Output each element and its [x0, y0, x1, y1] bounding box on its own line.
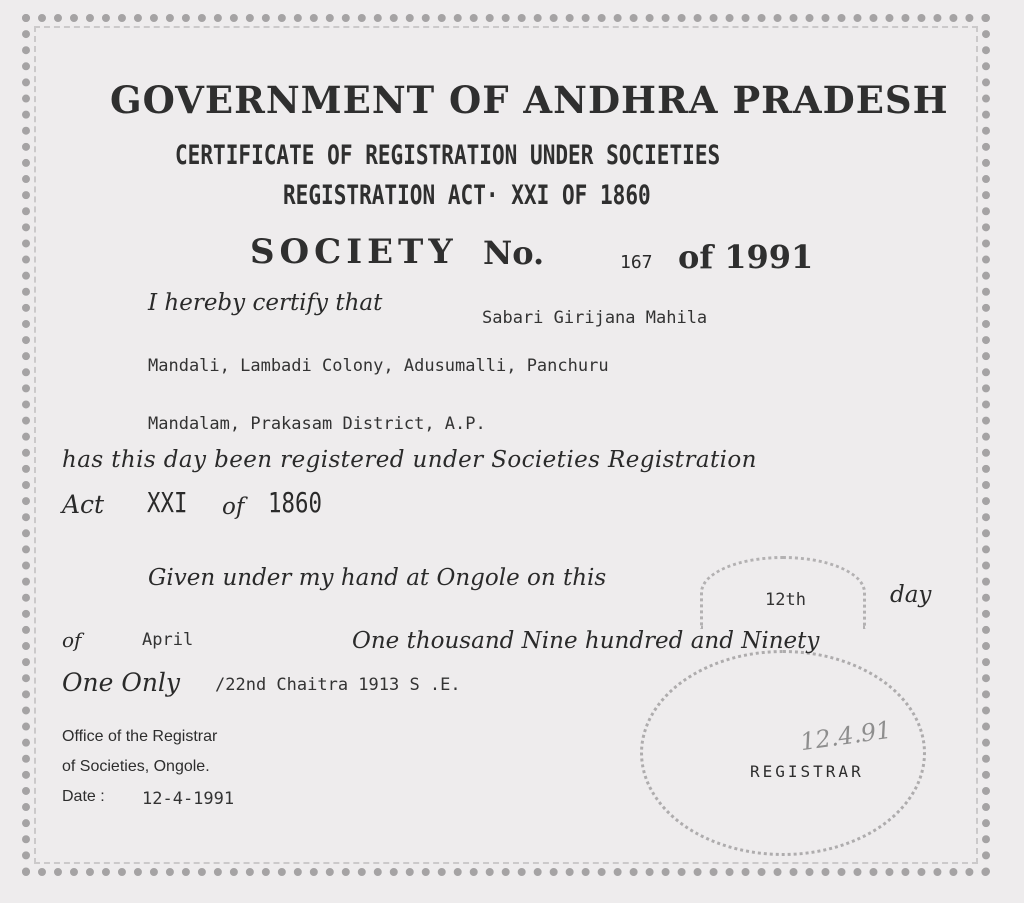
certificate-title-line2: REGISTRATION ACT· XXI OF 1860	[283, 180, 651, 211]
act-number: XXI	[147, 486, 188, 519]
year-in-words: One thousand Nine hundred and Ninety	[352, 628, 820, 654]
certificate-title-line1: CERTIFICATE OF REGISTRATION UNDER SOCIETIES	[175, 140, 721, 171]
government-heading: GOVERNMENT OF ANDHRA PRADESH	[110, 78, 949, 122]
day-word: day	[890, 582, 932, 608]
society-year: of 1991	[678, 238, 814, 276]
date-label: Date :	[62, 788, 105, 805]
saka-date: /22nd Chaitra 1913 S .E.	[215, 675, 461, 695]
society-name-line1: Sabari Girijana Mahila	[482, 308, 708, 328]
society-number: 167	[620, 252, 653, 273]
office-line2: of Societies, Ongole.	[62, 758, 210, 775]
day-value: 12th	[765, 590, 806, 610]
society-no-label: No.	[483, 234, 545, 272]
registrar-label: REGISTRAR	[750, 762, 864, 781]
seal-date: 12.4.91	[798, 715, 894, 757]
month-value: April	[142, 630, 194, 650]
of-word: of	[62, 628, 82, 652]
one-only: One Only	[62, 668, 181, 697]
act-prefix: Act	[62, 490, 105, 519]
society-name-line3: Mandalam, Prakasam District, A.P.	[148, 414, 486, 434]
office-line1: Office of the Registrar	[62, 728, 218, 745]
certify-phrase: I hereby certify that	[148, 290, 383, 316]
society-name-line2: Mandali, Lambadi Colony, Adusumalli, Panchuru	[148, 356, 609, 376]
act-of: of	[222, 494, 245, 520]
given-phrase: Given under my hand at Ongole on this	[148, 565, 607, 591]
act-year: 1860	[268, 486, 322, 519]
registered-line: has this day been registered under Societies Registration	[62, 447, 757, 473]
registrar-round-seal	[640, 650, 926, 856]
society-label: SOCIETY	[250, 232, 458, 272]
date-value: 12-4-1991	[142, 789, 235, 809]
